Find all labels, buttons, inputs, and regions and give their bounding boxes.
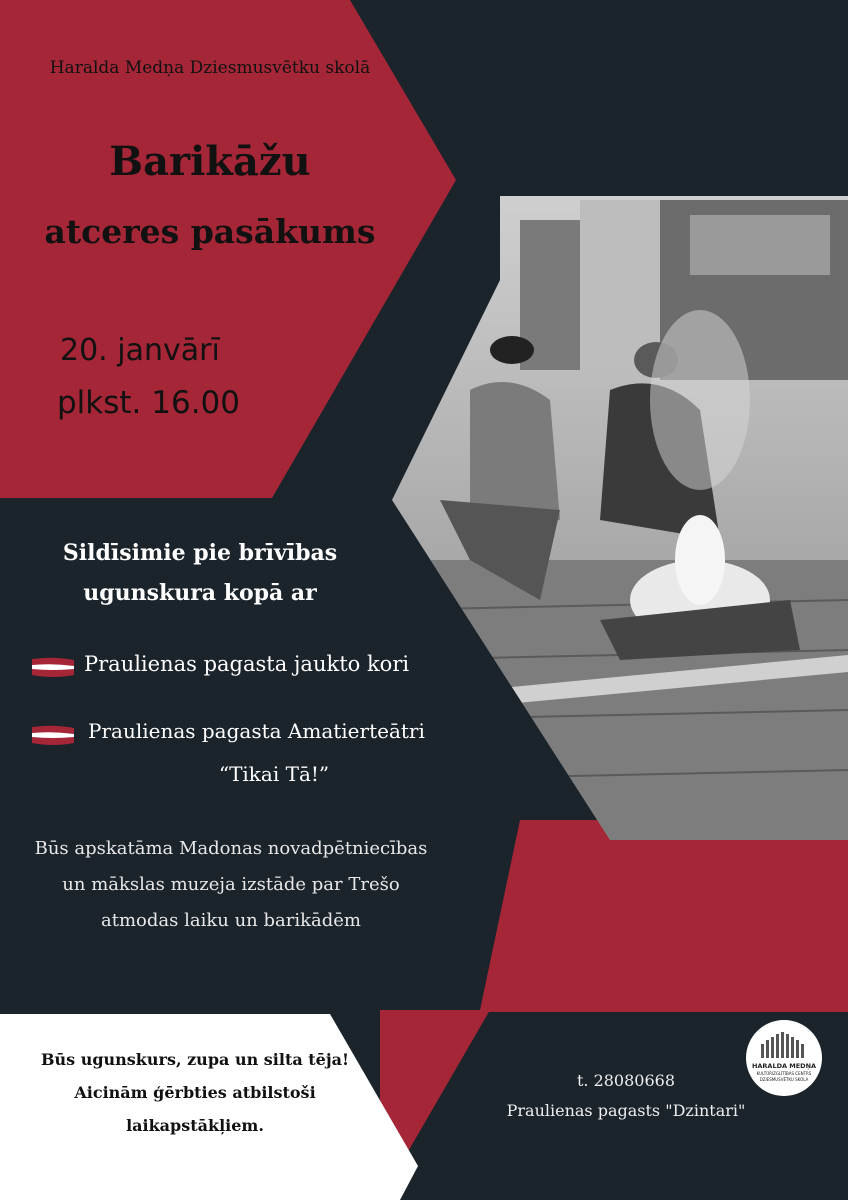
- organizer-logo: [746, 1020, 822, 1096]
- note-line-1: Būs ugunskurs, zupa un silta tēja!: [40, 1050, 350, 1069]
- logo-line-3: DZIESMUSVĒTKU SKOLA: [759, 1077, 809, 1082]
- invite-line-1: Sildīsimie pie brīvības: [62, 540, 338, 566]
- organ-pipes-icon: [759, 1032, 809, 1058]
- participant-theatre: Praulienas pagasta Amatierteātri: [88, 719, 425, 743]
- event-time: plkst. 16.00: [57, 385, 241, 421]
- exhibition-line-3: atmodas laiku un barikādēm: [101, 910, 361, 931]
- exhibition-line-1: Būs apskatāma Madonas novadpētniecības: [34, 838, 428, 859]
- latvian-flag-icon: [30, 724, 76, 746]
- invite-line-2: ugunskura kopā ar: [83, 580, 317, 606]
- event-date: 20. janvārī: [60, 333, 220, 368]
- note-line-3: laikapstākļiem.: [126, 1116, 264, 1135]
- event-subtitle: atceres pasākums: [44, 212, 376, 251]
- organizer-school: Haralda Medņa Dziesmusvētku skolā: [49, 58, 371, 78]
- bottom-maroon-band: [440, 1010, 848, 1012]
- logo-line-1: HARALDA MEDŅA: [751, 1062, 817, 1070]
- participant-choir: Praulienas pagasta jaukto kori: [84, 652, 410, 676]
- logo-line-2: KULTŪRIZGLĪTĪBAS CENTRS: [756, 1071, 812, 1076]
- event-title: Barikāžu: [109, 138, 311, 185]
- contact-venue: Praulienas pagasts "Dzintari": [506, 1101, 746, 1120]
- exhibition-line-2: un mākslas muzeja izstāde par Trešo: [62, 874, 400, 895]
- participant-theatre-name: “Tikai Tā!”: [218, 762, 330, 786]
- note-line-2: Aicinām ģērbties atbilstoši: [74, 1083, 316, 1102]
- latvian-flag-icon: [30, 656, 76, 678]
- contact-phone: t. 28080668: [576, 1071, 676, 1090]
